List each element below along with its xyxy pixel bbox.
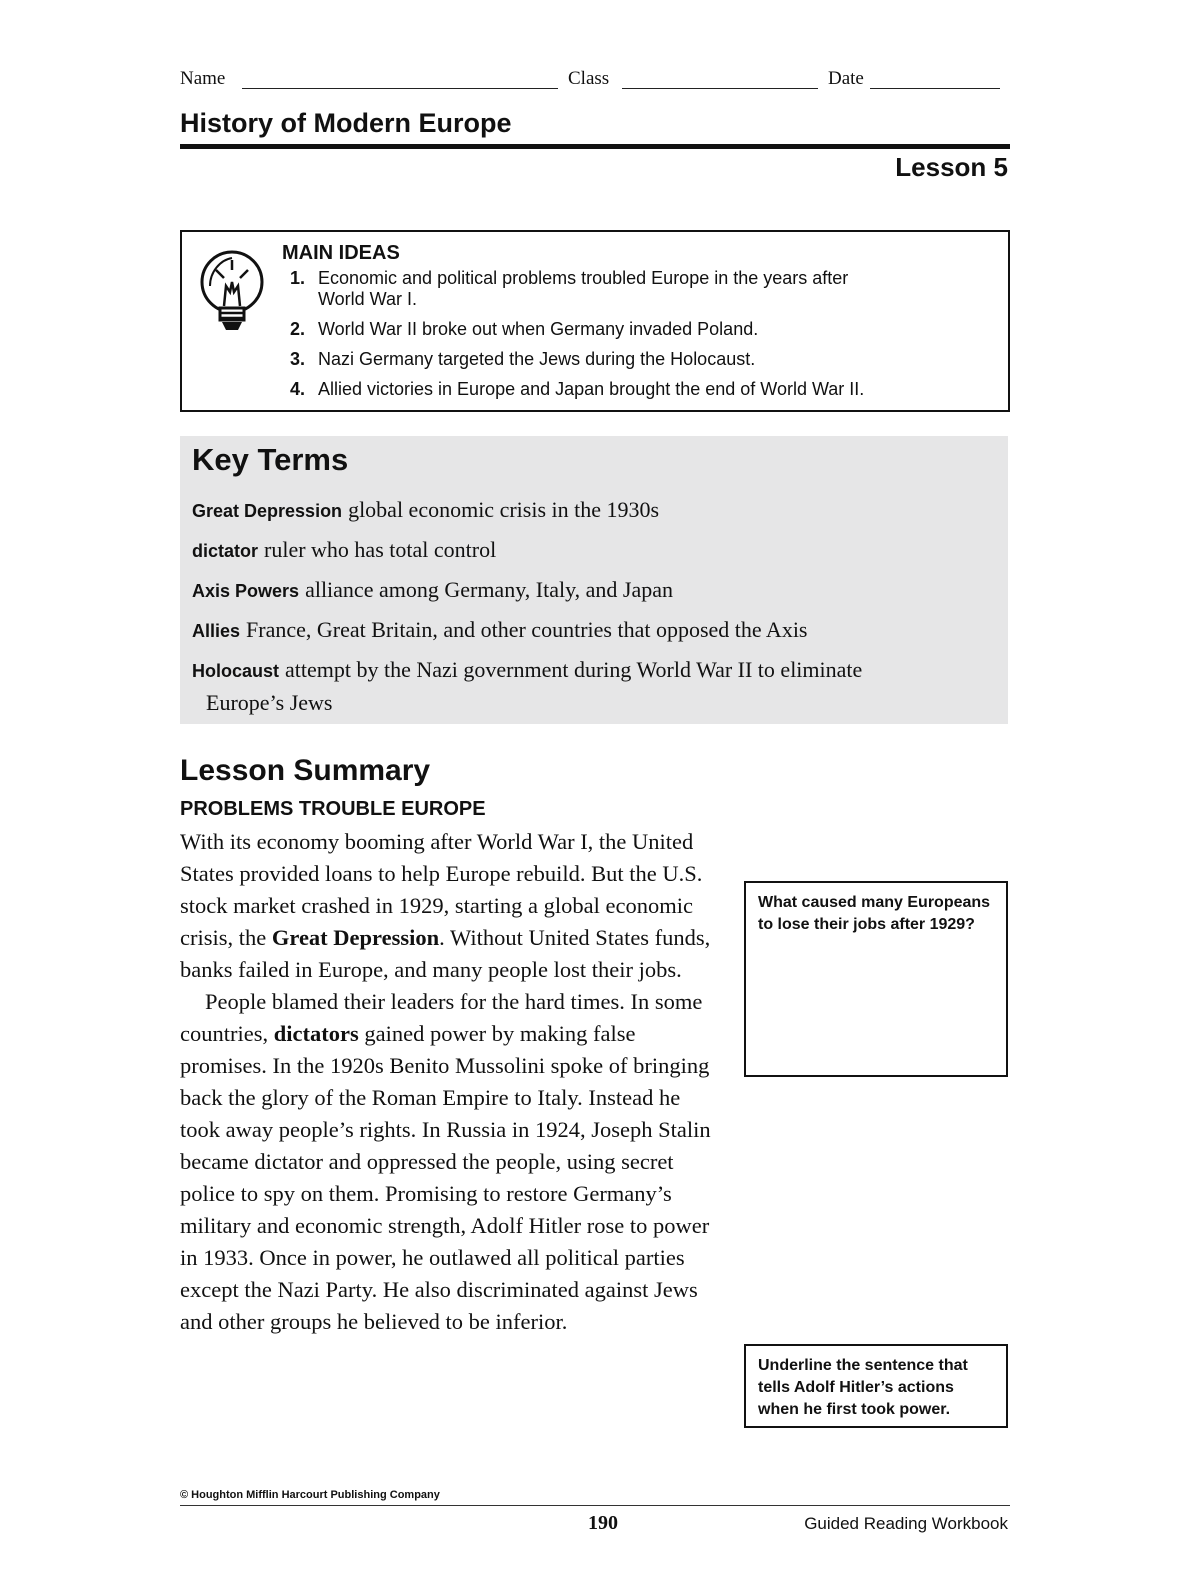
summary-paragraph-1: With its economy booming after World War I, the United States provided loans to help Europe rebuild. But the U.S. stock market crashed in 1929, starting a global economic crisis, the Great Depression. Without United States funds, banks failed in Europe, and many people lost their jobs.	[180, 829, 711, 982]
main-ideas-box	[180, 230, 1010, 412]
key-term-allies: Allies France, Great Britain, and other countries that opposed the Axis	[192, 617, 808, 642]
lesson-summary-heading: Lesson Summary	[180, 754, 431, 787]
class-field[interactable]	[622, 88, 818, 89]
student-info-line	[180, 68, 1010, 94]
main-ideas-heading: MAIN IDEAS	[282, 242, 400, 264]
class-label: Class	[568, 68, 610, 89]
key-terms-box	[180, 436, 1008, 724]
lightbulb-icon	[194, 246, 270, 342]
date-label: Date	[828, 68, 864, 89]
term-dictators: dictators	[273, 1021, 359, 1046]
summary-body	[180, 826, 720, 1338]
term-great-depression: Great Depression	[271, 925, 440, 950]
title-divider	[180, 144, 1010, 149]
key-term-holocaust: Holocaust attempt by the Nazi government during World War II to eliminate Europe’s Jews	[192, 657, 863, 715]
question-box-1[interactable]	[744, 881, 1008, 1077]
page-title: History of Modern Europe	[180, 108, 512, 138]
summary-paragraph-2: People blamed their leaders for the hard times. In some countries, dictators gained power by making false promises. In the 1920s Benito Mussolini spoke of bringing back the glory of the Roman Empire to Italy. Instead he took away people’s rights. In Russia in 1924, Joseph Stalin became dictator and oppressed the people, using secret police to spy on them. Promising to restore Germany’s military and economic strength, Adolf Hitler rose to power in 1933. Once in power, he outlawed all political parties except the Nazi Party. He also discriminated against Jews and other groups he believed to be inferior.	[180, 989, 711, 1334]
main-idea-4: 4. Allied victories in Europe and Japan brought the end of World War II.	[290, 379, 865, 399]
key-terms-heading: Key Terms	[192, 442, 349, 477]
question-2-text: Underline the sentence that tells Adolf Hitler’s actions when he first took power.	[758, 1357, 968, 1418]
question-1-text: What caused many Europeans to lose their jobs after 1929?	[758, 894, 991, 933]
name-field[interactable]	[242, 88, 558, 89]
copyright-notice: © Houghton Mifflin Harcourt Publishing Company	[180, 1489, 440, 1501]
key-term-axis-powers: Axis Powers alliance among Germany, Italy, and Japan	[192, 577, 674, 602]
workbook-title: Guided Reading Workbook	[804, 1514, 1008, 1533]
page-number: 190	[588, 1512, 618, 1534]
key-term-dictator: dictator ruler who has total control	[192, 537, 497, 562]
date-field[interactable]	[870, 88, 1000, 89]
section-subheading: PROBLEMS TROUBLE EUROPE	[180, 798, 486, 820]
question-box-2[interactable]	[744, 1344, 1008, 1428]
name-label: Name	[180, 68, 226, 89]
footer-divider	[180, 1505, 1010, 1506]
main-idea-3: 3. Nazi Germany targeted the Jews during the Holocaust.	[290, 349, 756, 369]
key-term-great-depression: Great Depression global economic crisis in the 1930s	[192, 497, 660, 522]
main-idea-2: 2. World War II broke out when Germany invaded Poland.	[290, 319, 759, 339]
main-idea-1: 1. Economic and political problems troubled Europe in the years after World War I.	[290, 268, 849, 309]
main-ideas-list	[290, 268, 990, 409]
lesson-number: Lesson 5	[895, 152, 1008, 182]
